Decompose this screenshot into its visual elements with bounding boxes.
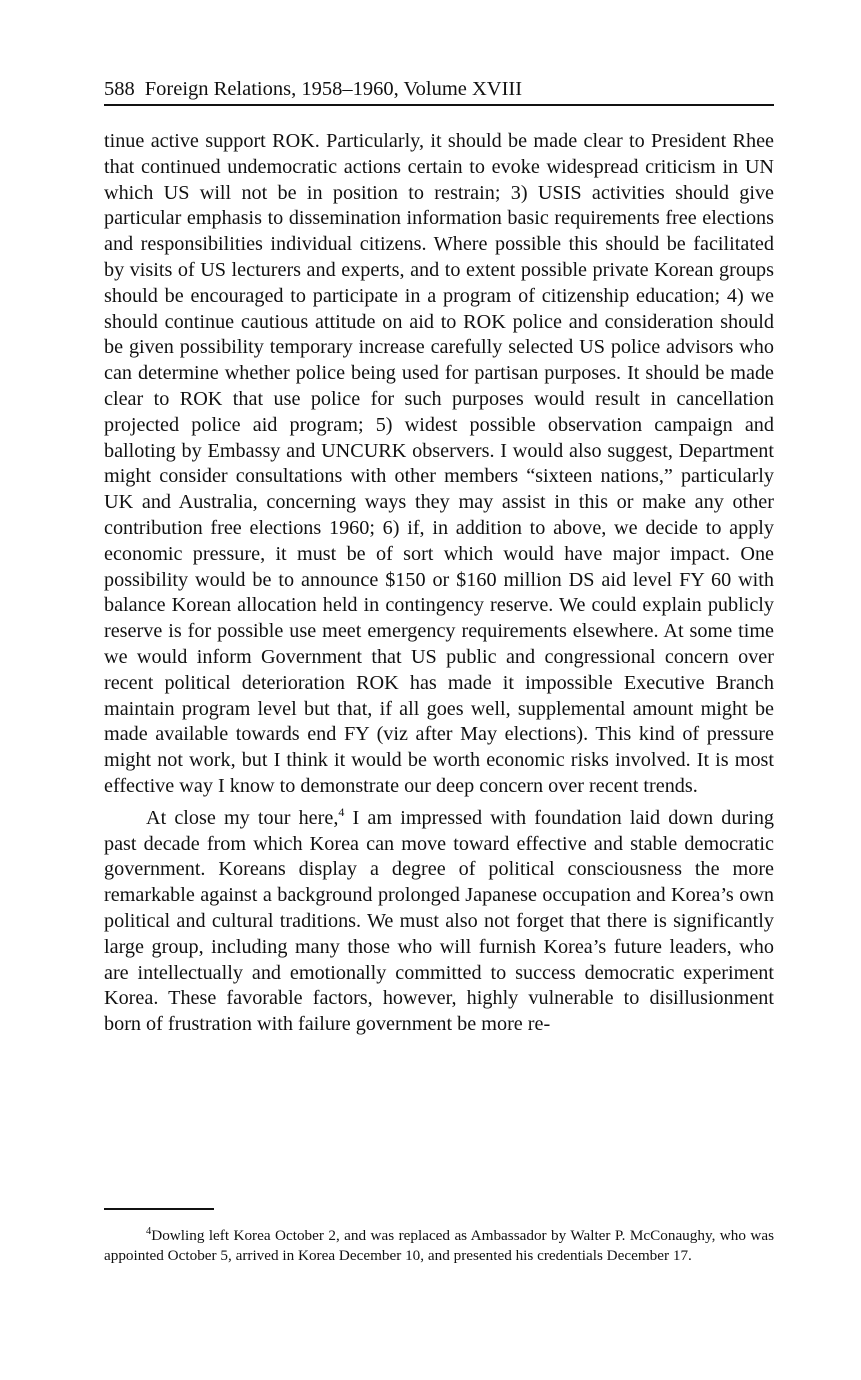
paragraph-1: tinue active support ROK. Particularly, it should be made clear to President Rhee that continued undemocratic actions certain to evoke widespread criticism in UN which US will not be in position to restrain; 3) USIS activities should give particular emphasis to dissemination information basic requirements free elections and responsibilities individual citizens. Where possible this should be facilitated by visits of US lecturers and experts, and to extent possible private Korean groups should be encouraged to participate in a program of citizenship education; 4) we should continue cautious attitude on aid to ROK police and consideration should be given possibility temporary increase carefully selected US police advisors who can determine whether police being used for partisan purposes. It should be made clear to ROK that use police for such purposes would result in cancellation projected police aid program; 5) widest possible observation campaign and balloting by Embassy and UNCURK observers. I would also suggest, Department might consider consultations with other members “sixteen nations,” particularly UK and Australia, concerning ways they may assist in this or make any other contribution free elections 1960; 6) if, in addition to above, we decide to apply economic pressure, it must be of sort which would have major impact. One possibility would be to announce $150 or $160 million DS aid level FY 60 with balance Korean allocation held in contingency reserve. We could explain publicly reserve is for possible use meet emergency requirements elsewhere. At some time we would inform Government that US public and congressional concern over recent political deterioration ROK has made it impossible Executive Branch maintain program level but that, if all goes well, supplemental amount might be made available towards end FY (viz after May elections). This kind of pressure might not work, but I think it would be worth economic risks involved. It is most effective way I know to demonstrate our deep concern over recent trends. xyxy=(104,130,774,797)
footnote-number: 4 xyxy=(146,1226,152,1237)
footnote xyxy=(104,1226,774,1265)
footnote-reference: 4 xyxy=(338,804,345,819)
footnote-divider xyxy=(104,1208,214,1210)
running-header xyxy=(104,74,774,106)
paragraph-2-start: At close my tour here, xyxy=(146,806,339,829)
main-text xyxy=(104,129,774,1038)
page-number: 588 xyxy=(104,78,135,100)
volume-title: Foreign Relations, 1958–1960, Volume XVIII xyxy=(144,78,523,100)
page xyxy=(104,74,774,1038)
paragraph-2 xyxy=(104,806,774,1038)
paragraph-2-rest: I am impressed with foundation laid down during past decade from which Korea can move toward effective and stable democratic government. Koreans display a degree of political consciousness the more remarkable against a background prolonged Japanese occupation and Korea’s own political and cultural traditions. We must also not forget that there is significantly large group, including many those who will furnish Korea’s future leaders, who are intellectually and emotionally committed to success democratic experiment Korea. These favorable factors, however, highly vulnerable to disillusionment born of frustration with failure government be more re- xyxy=(104,806,775,1036)
footnote-text: Dowling left Korea October 2, and was replaced as Ambassador by Walter P. McConaughy, who was appointed October 5, arrived in Korea December 10, and presented his credentials December 17. xyxy=(104,1227,774,1264)
